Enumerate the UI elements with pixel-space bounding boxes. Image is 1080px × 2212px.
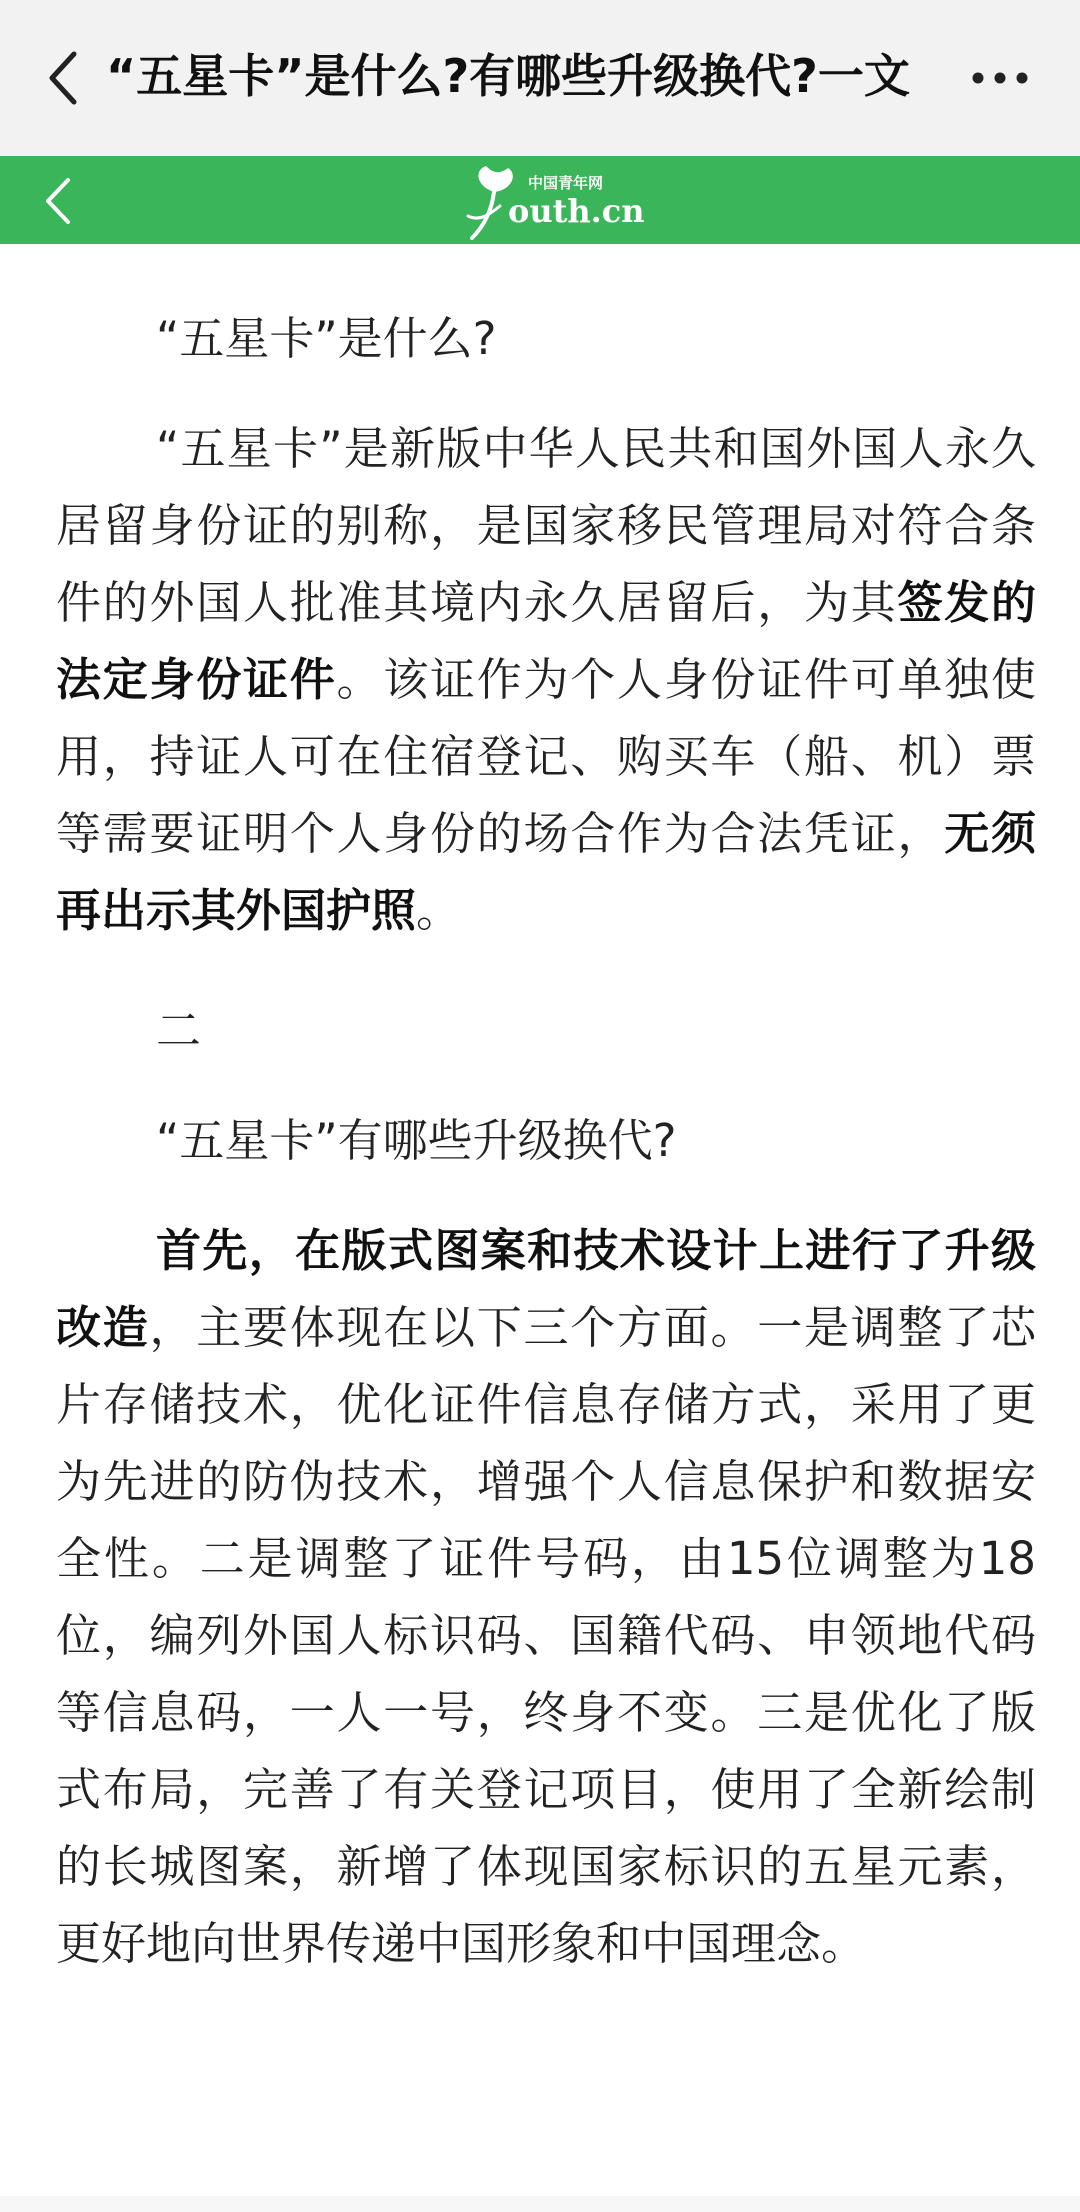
bottom-strip (0, 2196, 1080, 2212)
bold-phrase: 签发的法定身份证件 (56, 576, 1036, 706)
logo-domain-text: outh.cn (508, 192, 645, 230)
app-top-bar (0, 0, 1080, 156)
bold-phrase: 无须再出示其外国护照 (56, 807, 1036, 937)
section-two-heading: “五星卡”有哪些升级换代? (156, 1114, 677, 1167)
article-body (56, 300, 1036, 1982)
site-logo[interactable] (466, 162, 645, 242)
section-two-paragraph: 首先，在版式图案和技术设计上进行了升级改造，主要体现在以下三个方面。一是调整了芯片存储技术，优化证件信息存储方式，采用了更为先进的防伪技术，增强个人信息保护和数据安全性。二是调整了证件号码，由15位调整为18位，编列外国人标识码、国籍代码、申领地代码等信息码，一人一号，终身不变。三是优化了版式布局，完善了有关登记项目，使用了全新绘制的长城图案，新增了体现国家标识的五星元素，更好地向世界传递中国形象和中国理念。 (56, 1224, 1036, 1970)
back-arrow-icon[interactable] (44, 48, 84, 108)
more-options-icon[interactable] (970, 60, 1030, 96)
page-title: “五星卡”是什么?有哪些升级换代?一文 (106, 49, 910, 103)
site-back-icon[interactable] (40, 176, 76, 226)
section-number: 二 (156, 1004, 202, 1057)
bold-phrase: 首先，在版式图案和技术设计上进行了升级改造 (56, 1224, 1036, 1354)
section-one-heading: “五星卡”是什么? (156, 312, 497, 365)
site-header-bar (0, 156, 1080, 244)
logo-chinese-text: 中国青年网 (528, 174, 604, 192)
section-one-paragraph: “五星卡”是新版中华人民共和国外国人永久居留身份证的别称，是国家移民管理局对符合条件的外国人批准其境内永久居留后，为其签发的法定身份证件。该证作为个人身份证件可单独使用，持证人可在住宿登记、购买车（船、机）票等需要证明个人身份的场合作为合法凭证，无须再出示其外国护照。 (56, 422, 1036, 937)
